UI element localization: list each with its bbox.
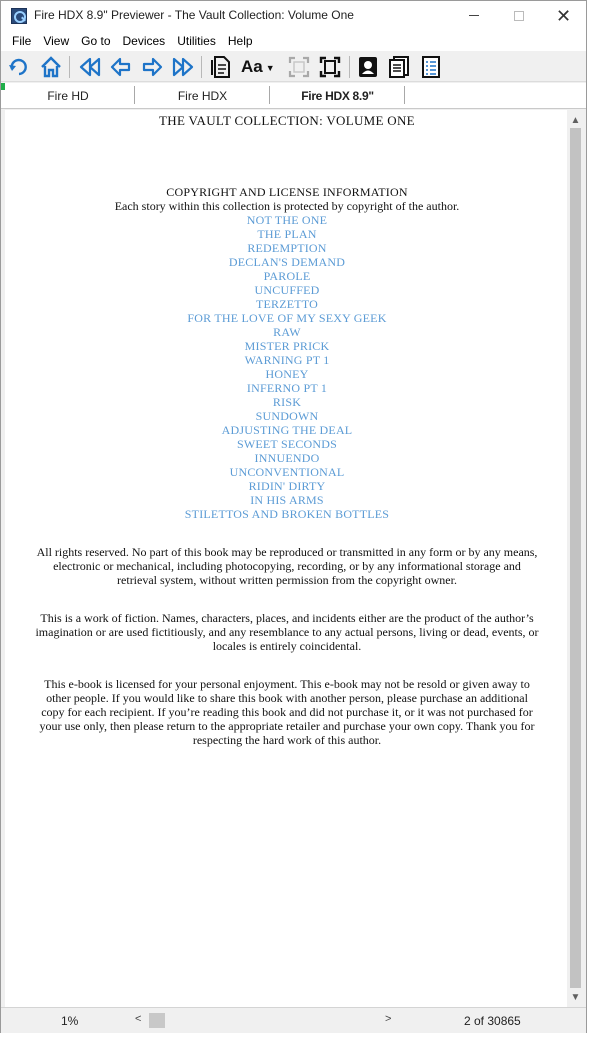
book-title: THE VAULT COLLECTION: VOLUME ONE (159, 113, 415, 128)
kindle-previewer-icon (11, 8, 27, 24)
next-page-icon (140, 55, 164, 79)
menu-utilities[interactable]: Utilities (177, 33, 216, 48)
scrollbar-thumb[interactable] (570, 128, 581, 988)
device-tabs (1, 83, 586, 109)
fullscreen-button[interactable] (318, 55, 342, 79)
page-number: 2 of 30865 (464, 1014, 521, 1028)
page-icon (209, 55, 233, 79)
story-link[interactable]: IN HIS ARMS (250, 493, 324, 507)
first-page-button[interactable] (78, 55, 102, 79)
license-paragraph: This e-book is licensed for your personal enjoyment. This e-book may not be resold or given away to other people. If you would like to share this book with another person, please purchase an additional copy for each recipient. If you’re reading this book and did not purchase it, or it was not purchased for your use only, then please return to the appropriate retailer and purchase your own copy. Thank you for respecting the hard work of this author. (39, 677, 535, 747)
story-link[interactable]: FOR THE LOVE OF MY SEXY GEEK (187, 311, 387, 325)
page-slider-thumb[interactable] (149, 1013, 165, 1028)
title-bar (1, 1, 586, 30)
page-slider-left-icon[interactable]: < (135, 1013, 142, 1025)
cover-button[interactable] (356, 55, 380, 79)
tab-fire-hd[interactable]: Fire HD (47, 89, 89, 103)
last-page-button[interactable] (171, 55, 195, 79)
story-link[interactable]: STILETTOS AND BROKEN BOTTLES (184, 507, 390, 521)
page-slider-right-icon[interactable]: > (385, 1013, 392, 1025)
story-link[interactable]: SUNDOWN (255, 409, 319, 423)
first-page-icon (78, 55, 102, 79)
last-page-icon (171, 55, 195, 79)
intro-text: Each story within this collection is protected by copyright of the author. (114, 199, 460, 213)
menu-goto[interactable]: Go to (81, 33, 111, 48)
minimize-button[interactable] (451, 1, 496, 30)
status-bar (1, 1007, 586, 1033)
fullscreen-icon (318, 55, 342, 79)
story-link[interactable]: ADJUSTING THE DEAL (221, 423, 353, 437)
menu-view[interactable]: View (43, 33, 70, 48)
book-page (33, 110, 541, 747)
fit-page-icon (287, 55, 311, 79)
story-link[interactable]: HONEY (265, 367, 309, 381)
story-list (33, 213, 541, 521)
rights-paragraph: All rights reserved. No part of this book may be reproduced or transmitted in any form or by any means, electronic or mechanical, including photocopying, recording, or by any informational storage and retrieval system, without written permission from the copyright owner. (36, 545, 538, 587)
font-size-button[interactable] (241, 55, 277, 79)
font-size-icon: Aa (241, 57, 263, 76)
menu-bar (1, 30, 586, 51)
menu-devices[interactable]: Devices (122, 33, 166, 48)
story-link[interactable]: RISK (272, 395, 302, 409)
maximize-button[interactable] (496, 1, 541, 30)
story-link[interactable]: INNUENDO (254, 451, 320, 465)
previous-page-button[interactable] (109, 55, 133, 79)
book-pages-button[interactable] (387, 55, 411, 79)
story-link[interactable]: RIDIN' DIRTY (248, 479, 326, 493)
story-link[interactable]: PAROLE (263, 269, 311, 283)
close-icon: ✕ (555, 5, 572, 26)
story-link[interactable]: RAW (273, 325, 301, 339)
story-link[interactable]: DECLAN'S DEMAND (228, 255, 346, 269)
fit-page-button[interactable] (287, 55, 311, 79)
section-heading: COPYRIGHT AND LICENSE INFORMATION (166, 185, 408, 199)
book-pages-icon (387, 55, 411, 79)
minimize-icon (469, 15, 479, 16)
page-button[interactable] (209, 55, 233, 79)
story-link[interactable]: NOT THE ONE (246, 213, 328, 227)
home-button[interactable] (39, 55, 63, 79)
menu-file[interactable]: File (12, 33, 32, 48)
scroll-down-icon[interactable]: ▼ (570, 992, 581, 1003)
toc-icon (419, 55, 443, 79)
story-link[interactable]: REDEMPTION (247, 241, 327, 255)
maximize-icon (514, 11, 524, 21)
story-link[interactable]: UNCUFFED (254, 283, 320, 297)
progress-percent: 1% (61, 1014, 79, 1028)
tab-fire-hdx[interactable]: Fire HDX (177, 89, 228, 103)
cover-icon (356, 55, 380, 79)
menu-help[interactable]: Help (227, 33, 253, 48)
tab-fire-hdx-8-9[interactable]: Fire HDX 8.9" (301, 89, 374, 103)
rotate-button[interactable] (7, 55, 31, 79)
book-page-view (5, 110, 567, 1007)
next-page-button[interactable] (140, 55, 164, 79)
story-link[interactable]: UNCONVENTIONAL (229, 465, 345, 479)
toolbar (1, 51, 586, 82)
story-link[interactable]: THE PLAN (257, 227, 317, 241)
story-link[interactable]: SWEET SECONDS (236, 437, 338, 451)
story-link[interactable]: TERZETTO (255, 297, 319, 311)
story-link[interactable]: WARNING PT 1 (244, 353, 330, 367)
toc-button[interactable] (419, 55, 443, 79)
dropdown-arrow-icon: ▼ (265, 62, 275, 73)
vertical-scrollbar[interactable] (567, 110, 584, 1007)
fiction-paragraph: This is a work of fiction. Names, characters, places, and incidents either are the product of the author’s imagination or are used fictitiously, and any resemblance to any actual persons, living or dead, events, or locales is entirely coincidental. (35, 611, 539, 653)
scroll-up-icon[interactable]: ▲ (570, 115, 581, 126)
rotate-icon (7, 55, 31, 79)
home-icon (39, 55, 63, 79)
window-title: Fire HDX 8.9" Previewer - The Vault Collection: Volume One (34, 8, 354, 22)
story-link[interactable]: MISTER PRICK (244, 339, 330, 353)
story-link[interactable]: INFERNO PT 1 (246, 381, 328, 395)
previous-page-icon (109, 55, 133, 79)
close-button[interactable] (541, 1, 586, 30)
